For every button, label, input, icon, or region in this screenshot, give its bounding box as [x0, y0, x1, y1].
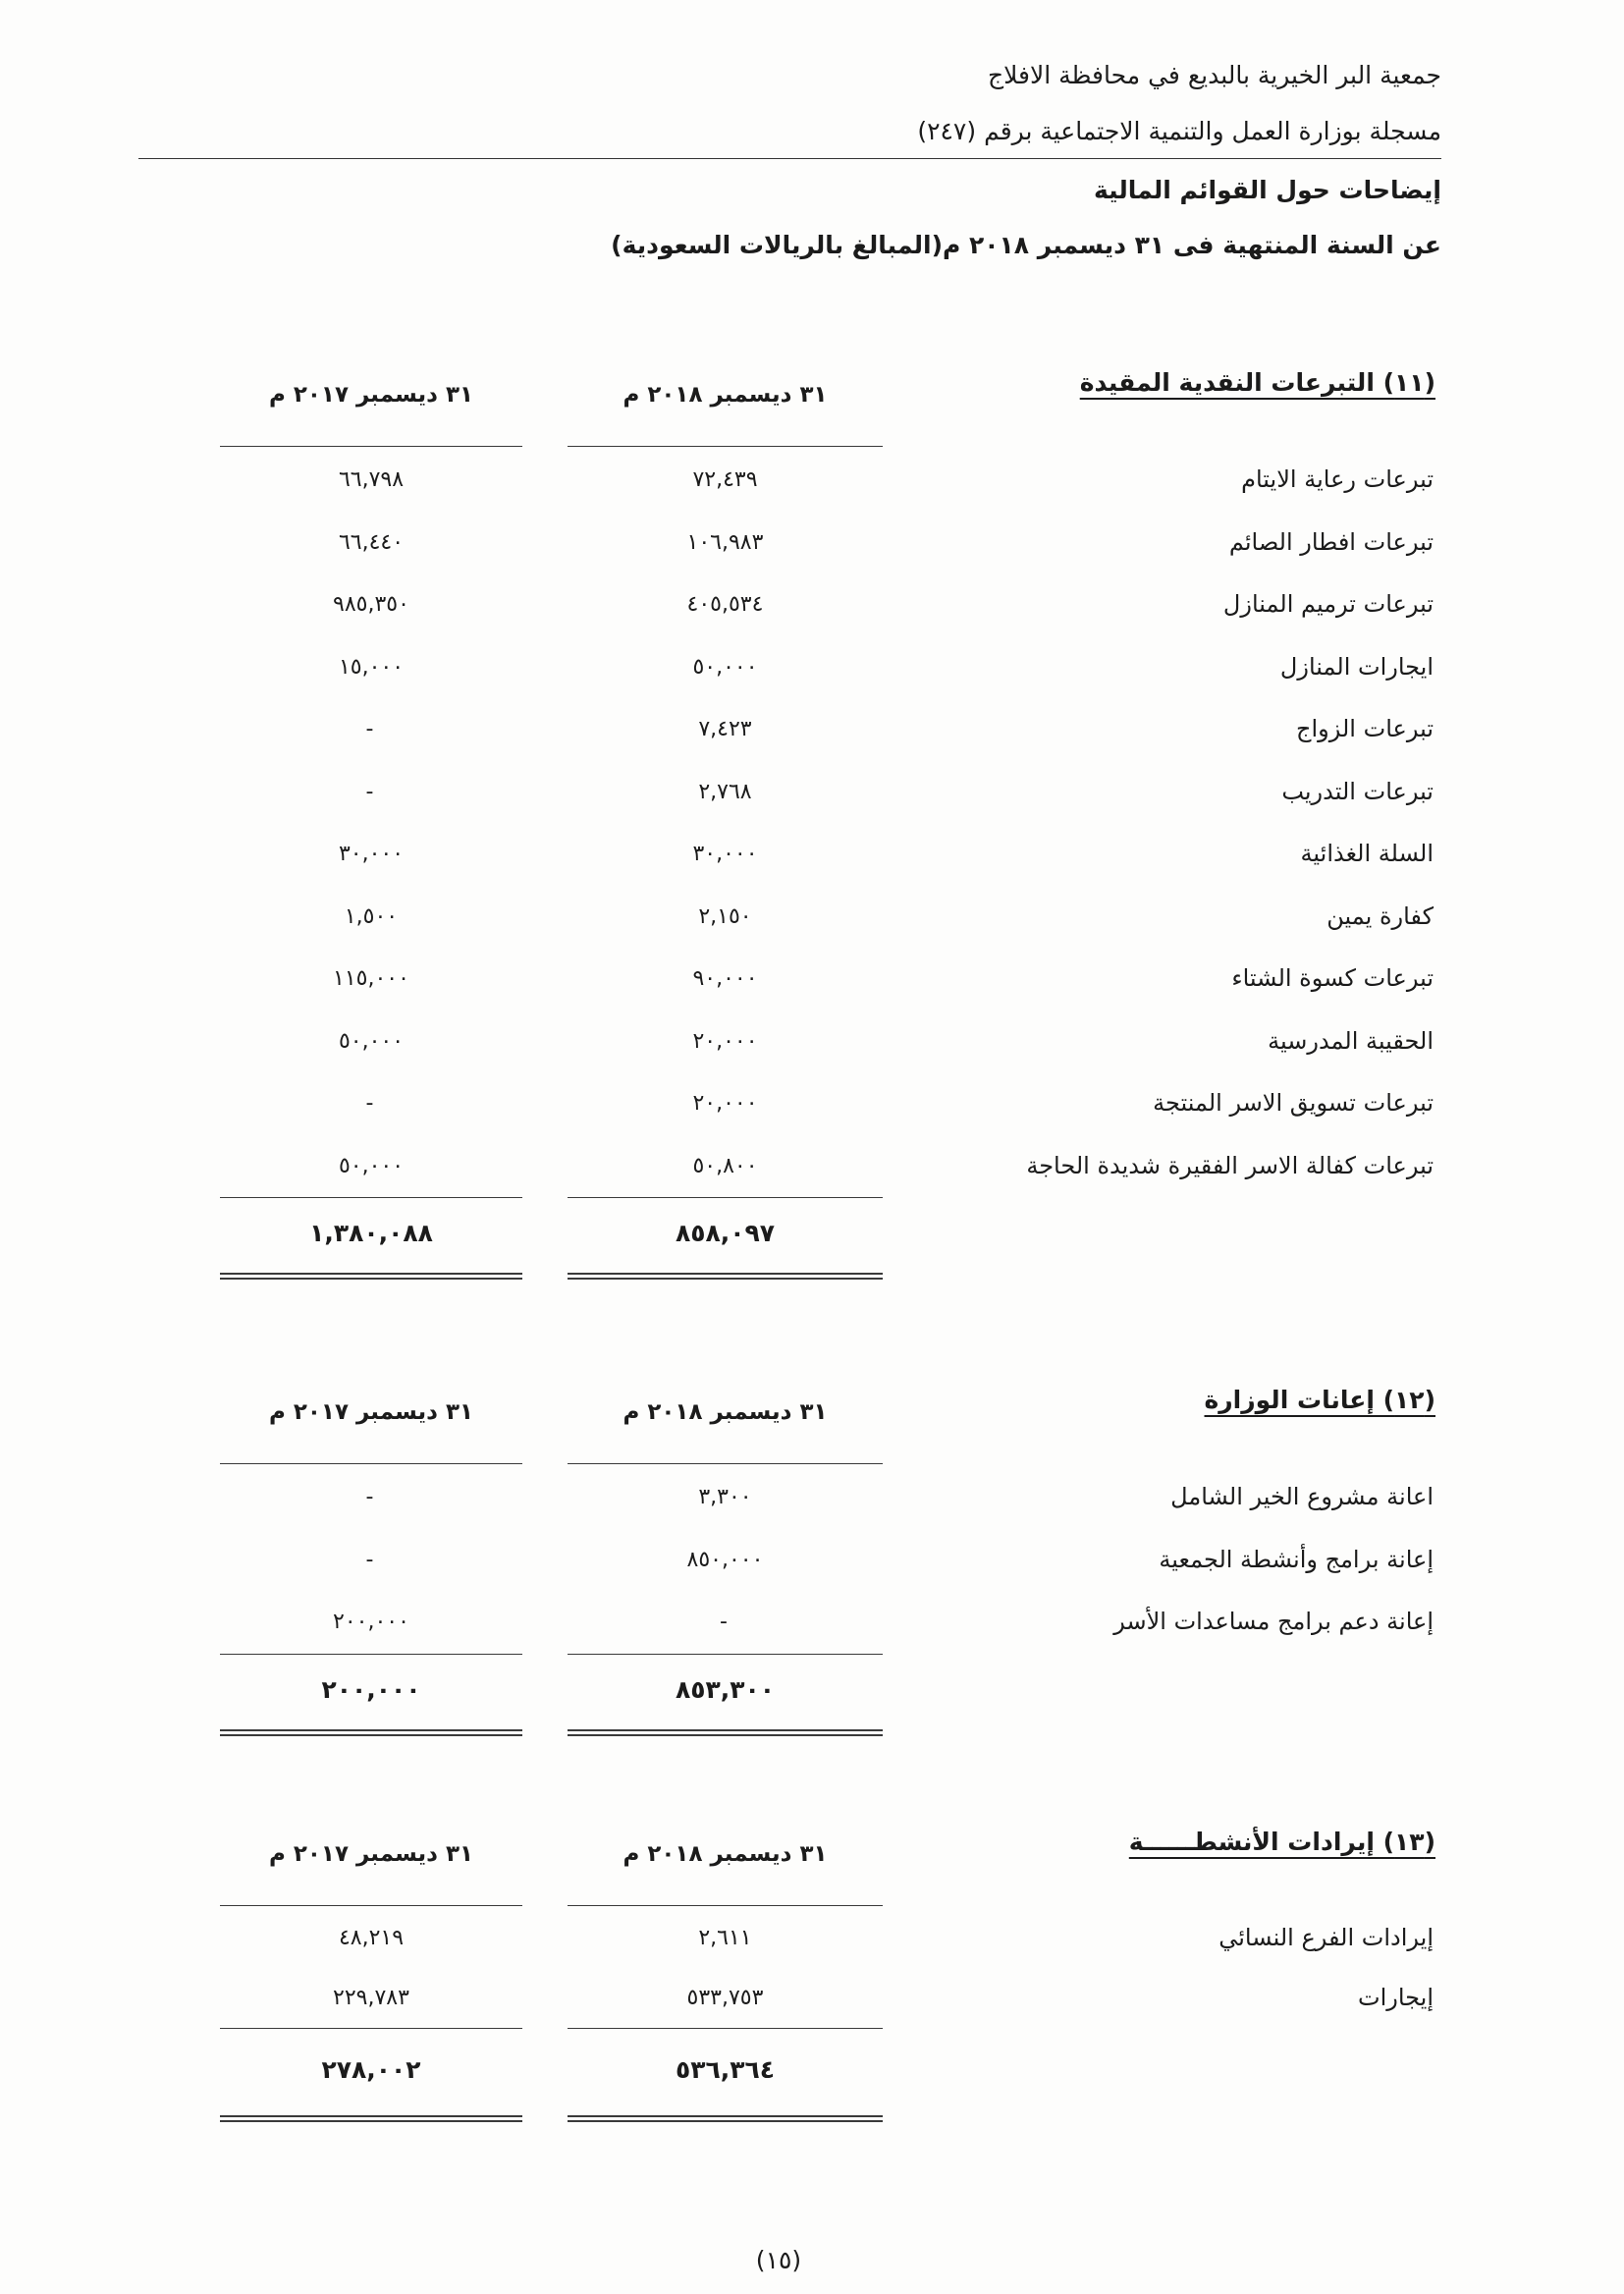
org-name: جمعية البر الخيرية بالبديع في محافظة الافلاج: [987, 61, 1441, 89]
value-2017: ٩٨٥,٣٥٠: [333, 592, 409, 617]
table-row: [0, 574, 1624, 636]
total-2018: ٨٥٣,٣٠٠: [675, 1674, 776, 1704]
table-body: [0, 1908, 1624, 2112]
column-divider: [220, 1905, 522, 1906]
row-label: تبرعات الزواج: [1296, 715, 1434, 742]
table-row: [0, 449, 1624, 512]
registration-line: مسجلة بوزارة العمل والتنمية الاجتماعية برقم (٢٤٧): [917, 117, 1441, 145]
row-label: ايجارات المنازل: [1279, 652, 1434, 681]
row-label: تبرعات تسويق الاسر المنتجة: [1153, 1089, 1434, 1117]
value-2017: ٥٠,٠٠٠: [338, 1153, 405, 1178]
total-2017: ٢٠٠,٠٠٠: [321, 1674, 421, 1704]
section-title: (١٣) إيرادات الأنشطــــــة: [1128, 1828, 1435, 1856]
table-row: [0, 948, 1624, 1010]
column-header-2017: ٣١ ديسمبر ٢٠١٧ م: [268, 1841, 474, 1867]
table-row: [0, 512, 1624, 574]
total-row: [0, 1654, 1624, 1726]
total-double-rule: [220, 1273, 522, 1280]
row-label: الحقيبة المدرسية: [1268, 1026, 1434, 1055]
doc-title: إيضاحات حول القوائم المالية: [1093, 176, 1441, 204]
table-row: [0, 1072, 1624, 1135]
column-header-2018: ٣١ ديسمبر ٢٠١٨ م: [623, 1399, 828, 1425]
value-2017: ٢٠٠,٠٠٠: [333, 1610, 409, 1634]
total-double-rule: [568, 2115, 883, 2122]
total-double-rule: [568, 1273, 883, 1280]
value-2018: ٧,٤٢٣: [698, 717, 752, 741]
value-2017: ٣٠,٠٠٠: [338, 842, 405, 866]
row-label: إيجارات: [1357, 1984, 1434, 2011]
value-2018: ١٠٦,٩٨٣: [686, 529, 764, 555]
value-2018: ٢٠,٠٠٠: [692, 1028, 758, 1054]
total-row: [0, 2028, 1624, 2112]
value-2018: ٤٠٥,٥٣٤: [686, 592, 764, 617]
column-divider: [568, 1463, 883, 1464]
total-double-rule: [568, 1729, 883, 1736]
value-2018: ٢,٦١١: [698, 1926, 752, 1950]
column-divider: [220, 1463, 522, 1464]
table-row: [0, 1466, 1624, 1529]
column-divider: [568, 446, 883, 447]
period-line: عن السنة المنتهية فى ٣١ ديسمبر ٢٠١٨ م(المبالغ بالريالات السعودية): [611, 231, 1441, 259]
row-label: تبرعات كفالة الاسر الفقيرة شديدة الحاجة: [1026, 1151, 1434, 1179]
value-2018: ٩٠,٠٠٠: [692, 966, 758, 991]
table-row: [0, 1968, 1624, 2028]
table-row: [0, 1010, 1624, 1073]
value-2018: ٢٠,٠٠٠: [692, 1091, 758, 1116]
table-row: [0, 761, 1624, 824]
value-2017: -: [365, 1091, 377, 1116]
total-double-rule: [220, 1729, 522, 1736]
table-row: [0, 1529, 1624, 1592]
value-2018: ٢,٧٦٨: [698, 779, 752, 804]
table-body: [0, 449, 1624, 1270]
value-2018: ٧٢,٤٣٩: [692, 467, 758, 492]
value-2017: -: [365, 1485, 377, 1509]
page-number: (١٥): [755, 2246, 802, 2274]
value-2017: ١,٥٠٠: [344, 903, 399, 929]
table-row: [0, 823, 1624, 886]
value-2018: ٢,١٥٠: [698, 903, 752, 929]
row-label: اعانة مشروع الخير الشامل: [1170, 1483, 1434, 1510]
value-2017: -: [365, 779, 377, 804]
row-label: إعانة برامج وأنشطة الجمعية: [1159, 1545, 1434, 1573]
value-2017: ٤٨,٢١٩: [338, 1926, 405, 1950]
header-divider: [138, 158, 1441, 159]
section-title: (١٢) إعانات الوزارة: [1204, 1386, 1435, 1414]
row-label: تبرعات افطار الصائم: [1228, 527, 1434, 556]
value-2017: -: [365, 1547, 377, 1572]
total-double-rule: [220, 2115, 522, 2122]
row-label: إيرادات الفرع النسائي: [1218, 1924, 1434, 1951]
table-row: [0, 636, 1624, 699]
value-2017: ٦٦,٧٩٨: [338, 467, 405, 492]
note-section: [0, 1823, 1624, 2137]
column-divider: [568, 1905, 883, 1906]
value-2018: ٥٣٣,٧٥٣: [686, 1986, 764, 2010]
table-row: [0, 698, 1624, 761]
value-2018: ٥٠,٨٠٠: [692, 1153, 758, 1178]
table-row: [0, 886, 1624, 949]
row-label: تبرعات ترميم المنازل: [1222, 590, 1434, 618]
column-header-2018: ٣١ ديسمبر ٢٠١٨ م: [623, 382, 828, 408]
value-2018: ٥٠,٠٠٠: [692, 654, 758, 680]
value-2017: ١٥,٠٠٠: [338, 654, 405, 680]
value-2017: ١١٥,٠٠٠: [333, 966, 409, 991]
table-row: [0, 1591, 1624, 1654]
value-2017: ٥٠,٠٠٠: [338, 1028, 405, 1054]
table-row: [0, 1135, 1624, 1198]
value-2018: -: [720, 1610, 731, 1634]
row-label: تبرعات التدريب: [1281, 777, 1434, 805]
row-label: إعانة دعم برامج مساعدات الأسر: [1113, 1608, 1434, 1635]
table-row: [0, 1908, 1624, 1968]
row-label: تبرعات كسوة الشتاء: [1231, 964, 1434, 992]
column-header-2017: ٣١ ديسمبر ٢٠١٧ م: [268, 382, 474, 408]
row-label: تبرعات رعاية الايتام: [1241, 465, 1434, 493]
section-title: (١١) التبرعات النقدية المقيدة: [1079, 368, 1435, 397]
note-section: [0, 363, 1624, 1247]
row-label: كفارة يمين: [1326, 901, 1434, 930]
column-header-2017: ٣١ ديسمبر ٢٠١٧ م: [268, 1399, 474, 1425]
value-2018: ٣,٣٠٠: [698, 1485, 752, 1509]
total-2017: ٢٧٨,٠٠٢: [321, 2055, 421, 2084]
row-label: السلة الغذائية: [1300, 840, 1434, 867]
value-2017: -: [365, 717, 377, 741]
value-2017: ٦٦,٤٤٠: [338, 529, 405, 555]
column-divider: [220, 446, 522, 447]
total-2017: ١,٣٨٠,٠٨٨: [309, 1219, 433, 1247]
total-2018: ٨٥٨,٠٩٧: [675, 1219, 776, 1247]
column-header-2018: ٣١ ديسمبر ٢٠١٨ م: [623, 1841, 828, 1867]
value-2018: ٨٥٠,٠٠٠: [686, 1547, 764, 1572]
value-2017: ٢٢٩,٧٨٣: [333, 1986, 409, 2010]
total-2018: ٥٣٦,٣٦٤: [675, 2055, 776, 2084]
table-body: [0, 1466, 1624, 1726]
note-section: [0, 1381, 1624, 1754]
total-row: [0, 1197, 1624, 1270]
value-2018: ٣٠,٠٠٠: [692, 842, 758, 866]
